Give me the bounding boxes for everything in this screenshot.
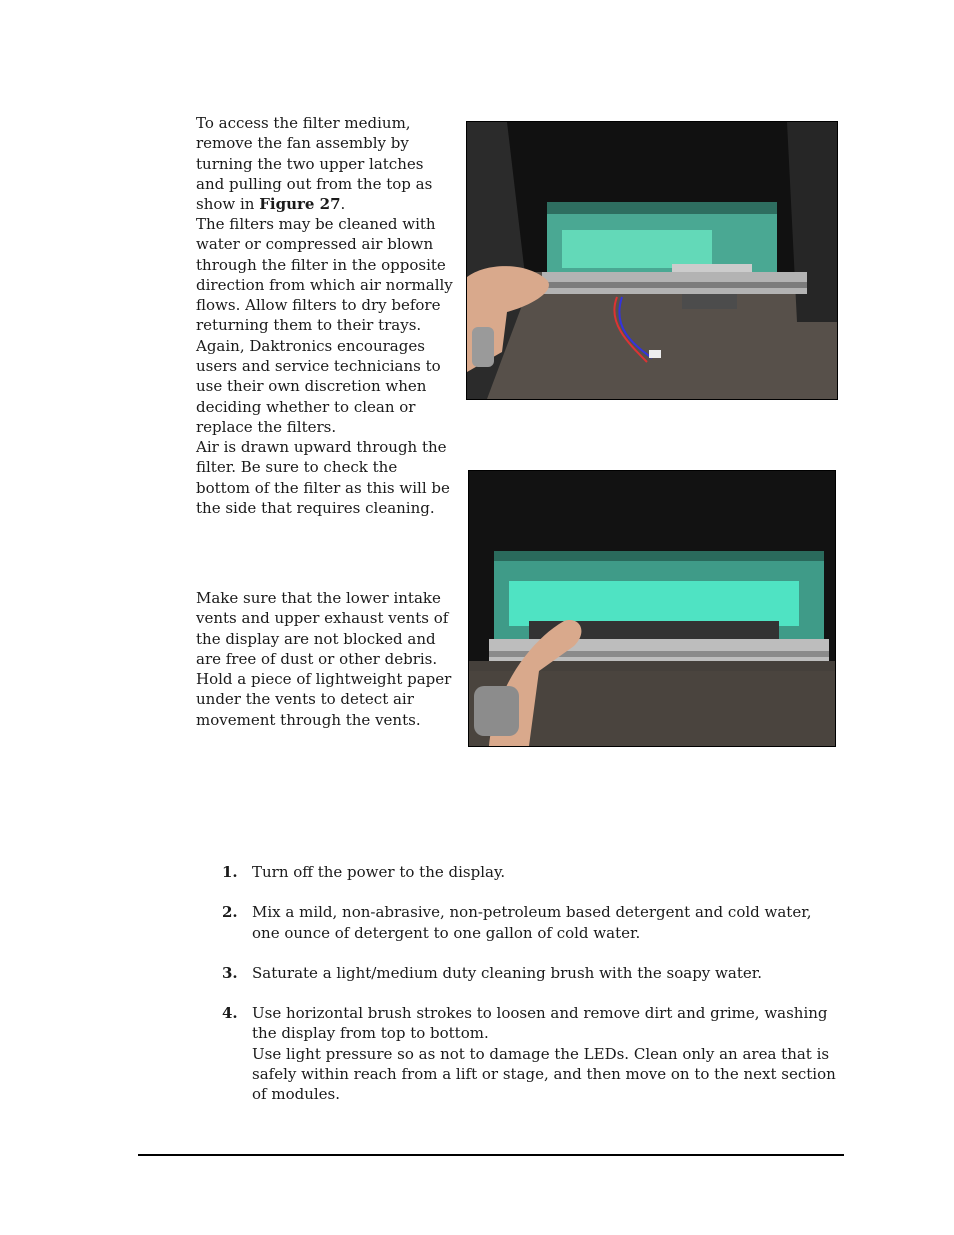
step-number: 4. (222, 1004, 238, 1023)
figure-reference-link: Figure 27 (259, 195, 341, 214)
step-number: 2. (222, 903, 238, 922)
cleaning-steps-list (222, 862, 842, 1125)
fan-assembly-paragraph (196, 113, 454, 214)
list-item (222, 963, 842, 983)
step-text: Use horizontal brush strokes to loosen and remove dirt and grime, washing the display from top to bottom. (252, 1004, 828, 1043)
step-text: Turn off the power to the display. (252, 863, 506, 881)
fan-assembly-text-end: . (340, 195, 346, 214)
step-number: 3. (222, 963, 238, 982)
fan-assembly-illustration (467, 122, 837, 399)
filter-tray-illustration (469, 471, 835, 746)
step-text: Saturate a light/medium duty cleaning brush with the soapy water. (252, 963, 763, 982)
step-text: Mix a mild, non-abrasive, non-petroleum based detergent and cold water, one ounce of detergent to one gallon of cold water. (252, 903, 812, 942)
fan-assembly-photo (466, 121, 838, 400)
fan-assembly-text: To access the filter medium, remove the fan assembly by turning the two upper latches and pulling out from the top as show in (196, 114, 433, 214)
step-note: Use light pressure so as not to damage the LEDs. Clean only an area that is safely within reach from a lift or stage, and then move on to the next section of modules. (252, 1044, 836, 1104)
list-item (222, 1003, 842, 1104)
list-item (222, 862, 842, 882)
vents-paragraph: Make sure that the lower intake vents and upper exhaust vents of the display are not blocked and are free of dust or other debris. Hold a piece of lightweight paper under the vents to detect air movement through the vents. (196, 589, 452, 729)
filter-cleaning-paragraph: The filters may be cleaned with water or compressed air blown through the filter in the opposite direction from which air normally flows. Allow filters to dry before returning them to their trays. Again, Daktronics encourages users and service technicians to use their own discretion when deciding whether to clean or replace the filters. (196, 215, 453, 436)
filter-tray-photo (468, 470, 836, 747)
list-item (222, 902, 842, 943)
step-number: 1. (222, 863, 238, 881)
footer-divider (138, 1154, 844, 1156)
airflow-paragraph: Air is drawn upward through the filter. Be sure to check the bottom of the filter as this will be the side that requires cleaning. (196, 438, 450, 517)
